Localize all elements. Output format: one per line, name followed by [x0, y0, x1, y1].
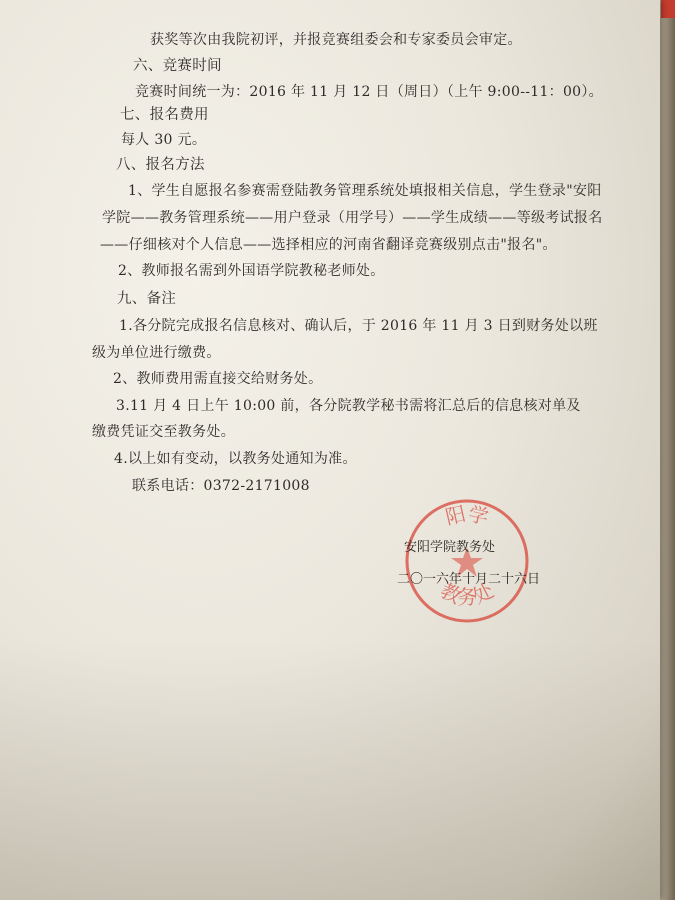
seal-bottom-text: 教务处: [436, 578, 498, 610]
method-1-line-3: ——仔细核对个人信息——选择相应的河南省翻译竞赛级别点击"报名"。: [100, 237, 557, 253]
note-1-line-1: 1.各分院完成报名信息核对、确认后，于 2016 年 11 月 3 日到财务处以班: [119, 318, 598, 334]
competition-time-line: 竞赛时间统一为：2016 年 11 月 12 日（周日）（上午 9:00--11：00）。: [135, 84, 603, 100]
section-8-heading: 八、报名方法: [116, 157, 205, 173]
issue-date: 二〇一六年十月二十六日: [397, 572, 541, 587]
note-3-line-1: 3.11 月 4 日上午 10:00 前，各分院教学秘书需将汇总后的信息核对单及: [116, 398, 581, 414]
seal-top-text: 阳学: [443, 501, 491, 530]
method-1-line-2: 学院——教务管理系统——用户登录（用学号）——学生成绩——等级考试报名: [102, 210, 603, 226]
fee-line: 每人 30 元。: [121, 132, 207, 148]
issuer-name: 安阳学院教务处: [404, 540, 496, 555]
note-2-line: 2、教师费用需直接交给财务处。: [113, 371, 323, 387]
note-1-line-2: 级为单位进行缴费。: [92, 345, 221, 361]
section-9-heading: 九、备注: [117, 291, 177, 307]
section-7-heading: 七、报名费用: [120, 107, 209, 123]
note-4-line: 4.以上如有变动，以教务处通知为准。: [114, 451, 357, 467]
method-1-line-1: 1、学生自愿报名参赛需登陆教务管理系统处填报相关信息，学生登录"安阳: [128, 183, 602, 199]
corner-marker: [661, 0, 675, 18]
award-review-line: 获奖等次由我院初评，并报竞赛组委会和专家委员会审定。: [150, 32, 522, 48]
section-6-heading: 六、竞赛时间: [133, 58, 222, 74]
page-shadow: [0, 640, 660, 900]
method-2-line: 2、教师报名需到外国语学院教秘老师处。: [118, 263, 385, 279]
official-seal: [401, 495, 533, 627]
contact-phone-line: 联系电话：0372-2171008: [132, 478, 310, 494]
note-3-line-2: 缴费凭证交至教务处。: [92, 424, 235, 440]
